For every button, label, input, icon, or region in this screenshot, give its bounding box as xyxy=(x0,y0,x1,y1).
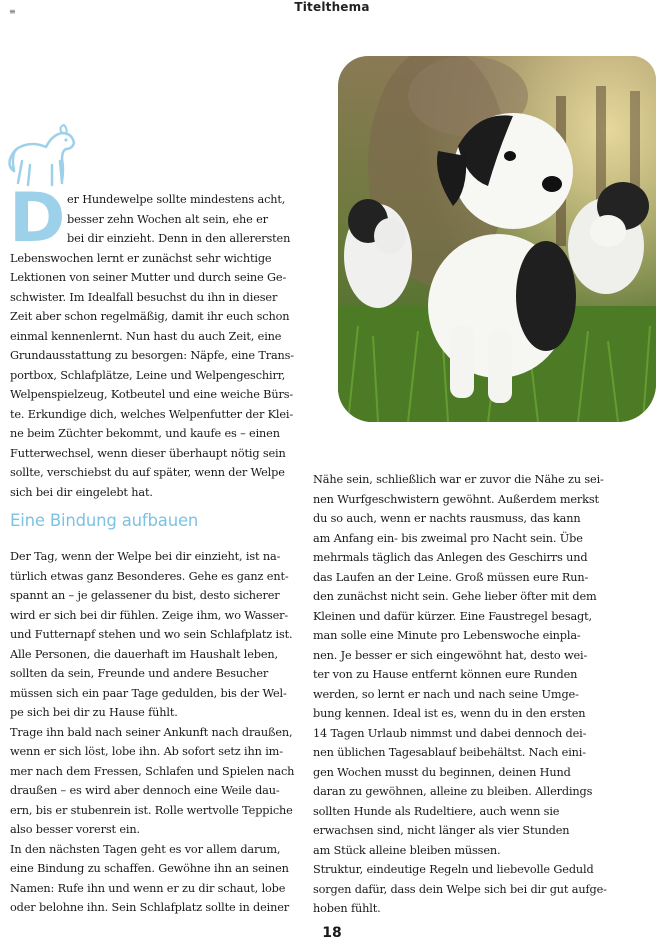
text-line: Alle Personen, die dauerhaft im Haushalt leben, xyxy=(10,647,278,661)
text-line: er Hundewelpe sollte mindestens acht, xyxy=(67,193,286,206)
text-line: sollte, verschiebst du auf später, wenn der Welpe xyxy=(10,466,285,479)
text-line: Struktur, eindeutige Regeln und liebevolle Geduld xyxy=(313,863,594,876)
text-line: hoben fühlt. xyxy=(313,902,381,915)
text-line: oder belohne ihn. Sein Schlafplatz sollte in deiner xyxy=(10,901,290,914)
text-line: sorgen dafür, dass dein Welpe sich bei dir gut aufge- xyxy=(313,882,607,896)
intro-paragraph xyxy=(9,179,294,502)
text-line: man solle eine Minute pro Lebenswoche einpla- xyxy=(313,629,581,642)
text-line: Futterwechsel, wenn dieser überhaupt nötig sein xyxy=(10,446,286,460)
text-line: also besser vorerst ein. xyxy=(10,823,140,836)
text-line: Der Tag, wenn der Welpe bei dir einzieht, ist na- xyxy=(10,550,281,563)
text-line: mer nach dem Fressen, Schlafen und Spielen nach xyxy=(10,764,295,778)
drop-cap: D xyxy=(9,179,66,258)
page-number: 18 xyxy=(322,925,342,941)
text-line: ern, bis er stubenrein ist. Rolle wertvolle Teppiche xyxy=(10,803,293,817)
text-line: bei dir einzieht. Denn in den allerersten xyxy=(67,232,291,245)
text-line: schwister. Im Idealfall besuchst du ihn in dieser xyxy=(10,290,278,304)
text-line: das Laufen an der Leine. Groß müssen eure Run- xyxy=(313,570,589,584)
text-line: nen Wurfgeschwistern gewöhnt. Außerdem merkst xyxy=(313,492,599,506)
dog-icon xyxy=(6,121,78,187)
text-line: Grundausstattung zu besorgen: Näpfe, eine Trans- xyxy=(10,349,294,362)
text-line: erwachsen sind, nicht länger als vier Stunden xyxy=(313,824,570,837)
text-line: sich bei dir eingelebt hat. xyxy=(10,485,153,499)
section-body-left xyxy=(10,547,294,918)
text-line: du so auch, wenn er nachts rausmuss, das kann xyxy=(313,512,581,525)
text-line: sollten da sein, Freunde und andere Besucher xyxy=(10,667,269,680)
text-line: pe sich bei dir zu Hause fühlt. xyxy=(10,706,178,719)
text-line: eine Bindung zu schaffen. Gewöhne ihn an seinen xyxy=(10,862,289,875)
text-line: Nähe sein, schließlich war er zuvor die Nähe zu sei- xyxy=(313,473,604,486)
text-line: nen. Je besser er sich eingewöhnt hat, desto wei- xyxy=(313,648,588,662)
text-line: spannt an – je gelassener du bist, desto sicherer xyxy=(10,589,280,602)
text-line: Zeit aber schon regelmäßig, damit ihr euch schon xyxy=(10,310,290,323)
section-subheading: Eine Bindung aufbauen xyxy=(10,511,199,530)
text-line: nen üblichen Tagesablauf beibehältst. Nach eini- xyxy=(313,746,586,759)
text-line: daran zu gewöhnen, alleine zu bleiben. Allerdings xyxy=(313,785,593,798)
text-line: bung kennen. Ideal ist es, wenn du in den ersten xyxy=(313,707,586,720)
text-line: mehrmals täglich das Anlegen des Geschirrs und xyxy=(313,551,588,564)
puppies-photo xyxy=(338,56,656,422)
text-line: Trage ihn bald nach seiner Ankunft nach draußen, xyxy=(10,725,293,739)
text-line: am Anfang ein- bis zweimal pro Nacht sein. Übe xyxy=(313,531,583,545)
puppies-photo-image xyxy=(338,56,656,422)
text-line: In den nächsten Tagen geht es vor allem darum, xyxy=(10,842,281,856)
text-line: den zunächst nicht sein. Gehe lieber öfter mit dem xyxy=(313,590,597,603)
text-line: wenn er sich löst, lobe ihn. Ab sofort setz ihn im- xyxy=(10,745,283,758)
text-line: gen Wochen musst du beginnen, deinen Hund xyxy=(313,765,571,779)
text-line: Welpenspielzeug, Kotbeutel und eine weiche Bürs- xyxy=(10,388,294,401)
text-line: Namen: Rufe ihn und wenn er zu dir schaut, lobe xyxy=(10,881,286,895)
text-line: wird er sich bei dir fühlen. Zeige ihm, wo Wasser- xyxy=(10,608,289,622)
text-line: Kleinen und dafür kürzer. Eine Faustregel besagt, xyxy=(313,609,592,623)
section-body-right xyxy=(313,470,609,919)
text-line: sollten Hunde als Rudeltiere, auch wenn sie xyxy=(313,804,560,818)
text-line: portbox, Schlafplätze, Leine und Welpengeschirr, xyxy=(10,368,286,382)
text-line: ne beim Züchter bekommt, und kaufe es – einen xyxy=(10,427,280,440)
text-line: türlich etwas ganz Besonderes. Gehe es ganz ent- xyxy=(10,569,289,583)
text-line: Lektionen von seiner Mutter und durch seine Ge- xyxy=(10,271,287,284)
page-header-title: Titelthema xyxy=(294,0,370,14)
text-line: ter von zu Hause entfernt können eure Runden xyxy=(313,668,578,681)
text-line: einmal kennenlernt. Nun hast du auch Zeit, eine xyxy=(10,329,282,343)
text-line: am Stück alleine bleiben müssen. xyxy=(313,843,501,857)
text-line: te. Erkundige dich, welches Welpenfutter der Klei- xyxy=(10,407,294,421)
text-line: besser zehn Wochen alt sein, ehe er xyxy=(67,212,268,226)
text-line: draußen – es wird aber dennoch eine Weile dau- xyxy=(10,784,280,797)
text-line: und Futternapf stehen und wo sein Schlafplatz ist. xyxy=(10,628,293,641)
text-line: müssen sich ein paar Tage gedulden, bis der Wel- xyxy=(10,686,287,700)
text-line: 14 Tagen Urlaub nimmst und dabei dennoch dei- xyxy=(313,726,587,740)
text-line: Lebenswochen lernt er zunächst sehr wichtige xyxy=(10,251,272,265)
header-marker: ≡ xyxy=(9,7,16,16)
text-line: werden, so lernt er nach und nach seine Umge- xyxy=(313,687,579,701)
